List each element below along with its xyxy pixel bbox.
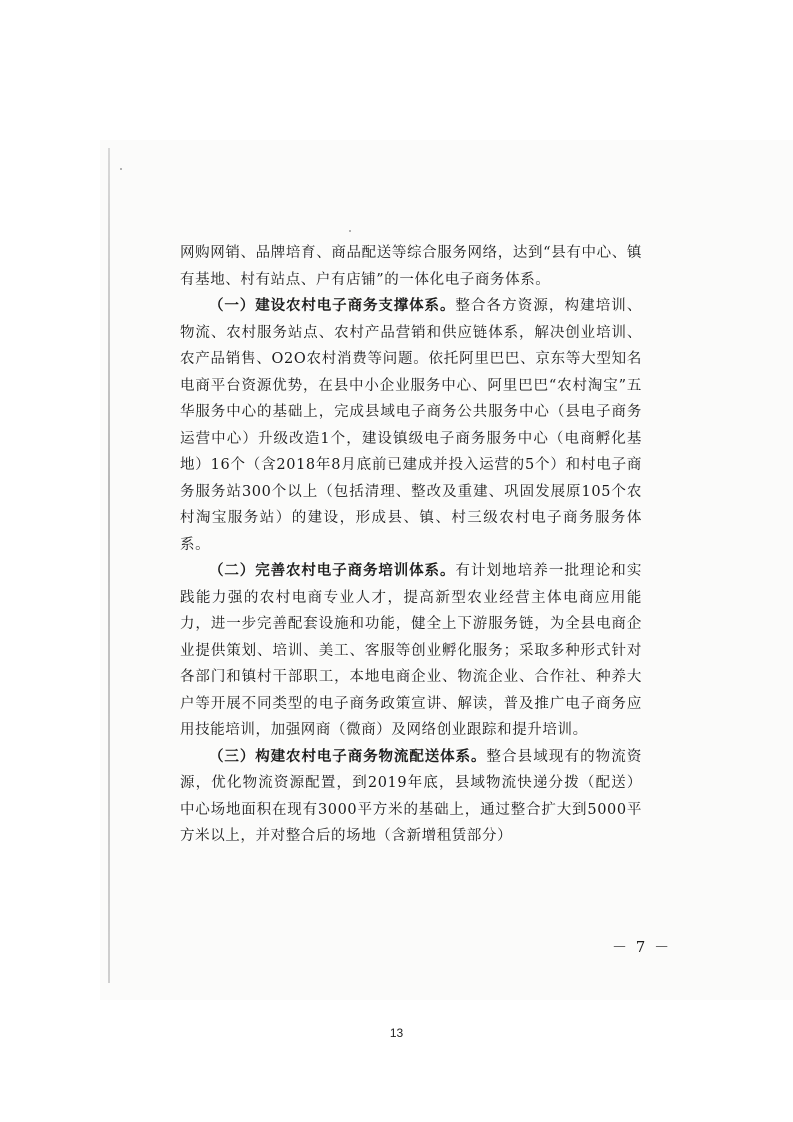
- sheet-number: 13: [389, 1026, 404, 1040]
- paragraph-section-3: [180, 744, 642, 850]
- section-heading: （一）建设农村电子商务支撑体系。: [209, 298, 456, 314]
- scan-speck: [120, 168, 122, 170]
- paragraph-section-2: [180, 558, 642, 744]
- section-heading: （三）构建农村电子商务物流配送体系。: [209, 748, 487, 765]
- paragraph-text: 整合各方资源，构建培训、物流、农村服务站点、农村产品营销和供应链体系，解决创业培训、农产品销售、O2O农村消费等问题。依托阿里巴巴、京东等大型知名电商平台资源优势，在县中小企业服务中心、阿里巴巴“农村淘宝”五华服务中心的基础上，完成县域电子商务公共服务中心（县电子商务运营中心）升级改造1个，建设镇级电子商务服务中心（电商孵化基地）16个（含2018年8月底前已建成并投入运营的5个）和村电子商务服务站300个以上（包括清理、整改及重建、巩固发展原105个农村淘宝服务站）的建设，形成县、镇、村三级农村电子商务服务体系。: [180, 298, 642, 553]
- section-heading: （二）完善农村电子商务培训体系。: [209, 563, 456, 579]
- paragraph-text: 有计划地培养一批理论和实践能力强的农村电商专业人才，提高新型农业经营主体电商应用能力，进一步完善配套设施和功能，健全上下游服务链，为全县电商企业提供策划、培训、美工、客服等创业孵化服务；采取多种形式针对各部门和镇村干部职工，本地电商企业、物流企业、合作社、种养大户等开展不同类型的电子商务政策宣讲、解读，普及推广电子商务应用技能培训，加强网商（微商）及网络创业跟踪和提升培训。: [180, 563, 642, 738]
- paragraph-continuation: [180, 240, 642, 293]
- scan-speck: [349, 230, 351, 232]
- body-text: [180, 240, 642, 850]
- paragraph-text: 整合县域现有的物流资源，优化物流资源配置，到2019年底，县域物流快递分拨（配送）中心场地面积在现有3000平方米的基础上，通过整合扩大到5000平方米以上，并对整合后的场地（含新增租赁部分）: [180, 748, 643, 844]
- paragraph-section-1: [180, 293, 642, 558]
- page-number: － 7 －: [612, 938, 672, 956]
- scan-shadow-edge: [108, 148, 110, 983]
- paragraph-text: 网购网销、品牌培育、商品配送等综合服务网络，达到“县有中心、镇有基地、村有站点、户有店铺”的一体化电子商务体系。: [180, 245, 642, 288]
